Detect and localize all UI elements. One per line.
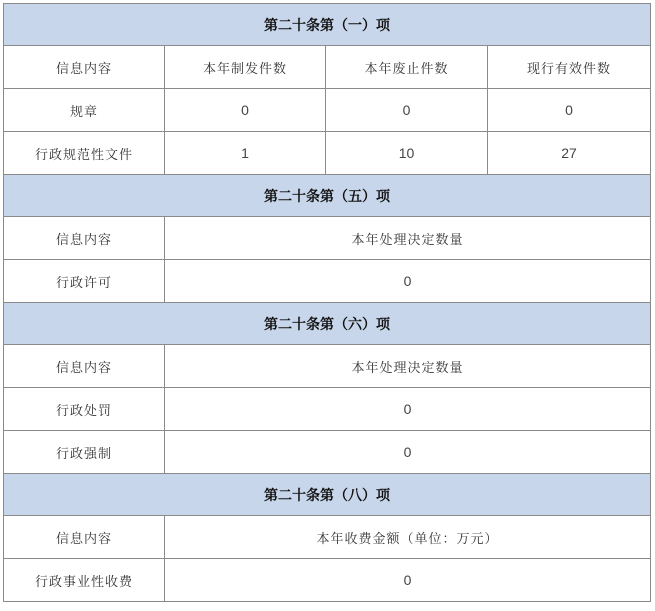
section-6-title: 第二十条第（六）项 bbox=[4, 303, 651, 345]
table-row bbox=[4, 89, 651, 132]
header-info-content: 信息内容 bbox=[4, 516, 165, 559]
issued-value: 0 bbox=[165, 89, 326, 132]
table-row bbox=[4, 260, 651, 303]
row-value: 0 bbox=[165, 559, 651, 602]
row-label: 行政规范性文件 bbox=[4, 132, 165, 175]
header-valid-count: 现行有效件数 bbox=[488, 46, 651, 89]
row-label: 行政事业性收费 bbox=[4, 559, 165, 602]
row-label: 行政许可 bbox=[4, 260, 165, 303]
disclosure-table bbox=[3, 3, 651, 602]
row-value: 0 bbox=[165, 260, 651, 303]
header-abolished-count: 本年废止件数 bbox=[326, 46, 488, 89]
table-row bbox=[4, 559, 651, 602]
row-label: 行政强制 bbox=[4, 431, 165, 474]
section-header-row bbox=[4, 4, 651, 46]
table-row bbox=[4, 388, 651, 431]
header-fee-amount: 本年收费金额（单位：万元） bbox=[165, 516, 651, 559]
header-info-content: 信息内容 bbox=[4, 345, 165, 388]
column-header-row bbox=[4, 516, 651, 559]
valid-value: 0 bbox=[488, 89, 651, 132]
header-decision-count: 本年处理决定数量 bbox=[165, 345, 651, 388]
header-info-content: 信息内容 bbox=[4, 217, 165, 260]
row-label: 规章 bbox=[4, 89, 165, 132]
row-label: 行政处罚 bbox=[4, 388, 165, 431]
header-info-content: 信息内容 bbox=[4, 46, 165, 89]
abolished-value: 0 bbox=[326, 89, 488, 132]
section-5-title: 第二十条第（五）项 bbox=[4, 175, 651, 217]
section-header-row bbox=[4, 303, 651, 345]
table-row bbox=[4, 431, 651, 474]
table-row bbox=[4, 132, 651, 175]
header-decision-count: 本年处理决定数量 bbox=[165, 217, 651, 260]
issued-value: 1 bbox=[165, 132, 326, 175]
row-value: 0 bbox=[165, 431, 651, 474]
column-header-row bbox=[4, 345, 651, 388]
abolished-value: 10 bbox=[326, 132, 488, 175]
column-header-row bbox=[4, 217, 651, 260]
header-issued-count: 本年制发件数 bbox=[165, 46, 326, 89]
section-header-row bbox=[4, 474, 651, 516]
row-value: 0 bbox=[165, 388, 651, 431]
valid-value: 27 bbox=[488, 132, 651, 175]
section-header-row bbox=[4, 175, 651, 217]
column-header-row bbox=[4, 46, 651, 89]
section-8-title: 第二十条第（八）项 bbox=[4, 474, 651, 516]
section-1-title: 第二十条第（一）项 bbox=[4, 4, 651, 46]
